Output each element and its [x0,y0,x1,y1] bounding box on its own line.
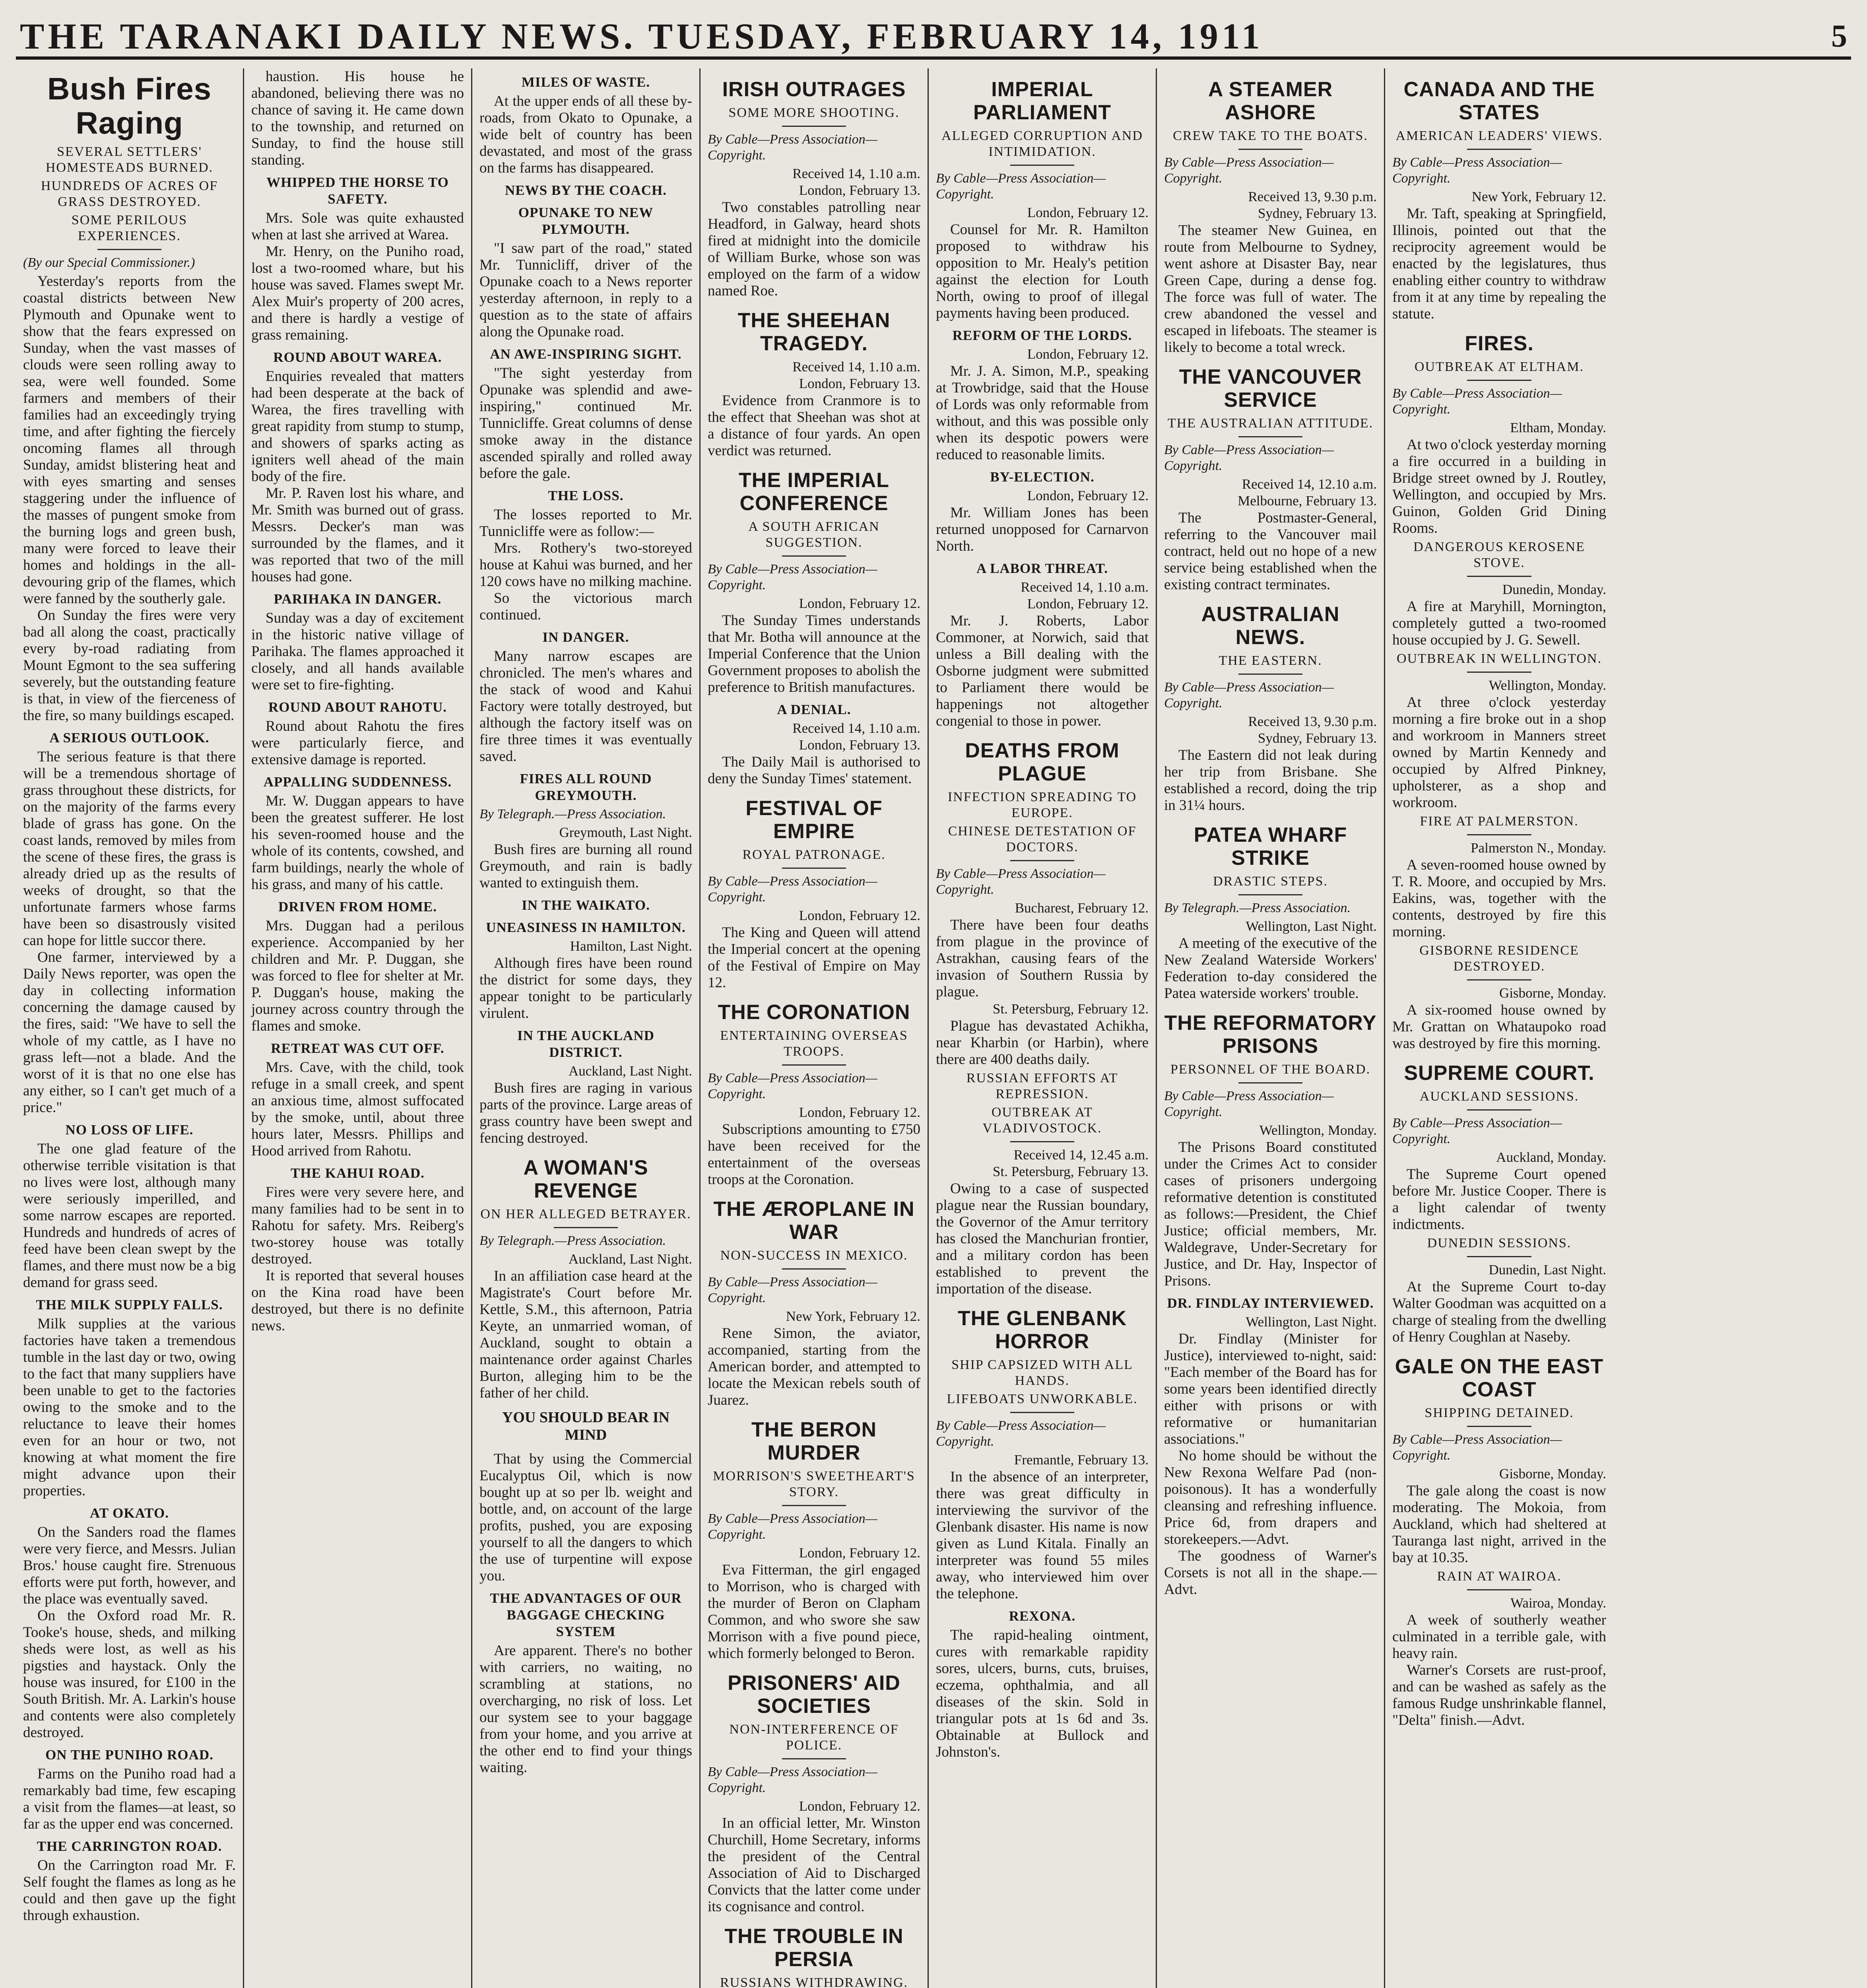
article-subheading: THE AUSTRALIAN ATTITUDE. [1167,416,1374,431]
article-headline: THE BERON MURDER [751,1418,877,1464]
byline: By Cable—Press Association—Copyright. [936,866,1106,897]
section-subhead: BY-ELECTION. [990,469,1095,485]
article-subheading: NON-INTERFERENCE OF POLICE. [729,1722,899,1753]
paragraph: A seven-roomed house owned by T. R. Moore, and occupied by Mrs. Eakins, was, together with the contents, destroyed by fire this morning. [1392,857,1606,940]
dateline: London, February 12. [1027,488,1149,503]
divider [782,126,846,127]
divider [1010,1141,1074,1142]
section-subhead: APPALLING SUDDENNESS. [263,774,452,790]
dateline: Gisborne, Monday. [1499,985,1606,1001]
page-number: 5 [1831,18,1847,54]
paragraph: The Prisons Board constituted under the Crimes Act to consider cases of prisoners undergoing reformative detention is constituted as follows:—President, the Chief Justice; official members, Mr. Waldegrave, Under-Secretary for Justice, and Dr. Hay, Inspector of Prisons. [1164,1139,1377,1289]
article-subheading: OUTBREAK AT VLADIVOSTOCK. [982,1105,1102,1136]
divider [1467,672,1531,673]
article-subheading: SEVERAL SETTLERS' HOMESTEADS BURNED. [45,144,213,175]
divider [1010,165,1074,166]
dateline: Eltham, Monday. [1510,420,1606,435]
paragraph: In the absence of an interpreter, there was great difficulty in interviewing the survivor of the Glenbank disaster. His name is now given as Lund Kitala. Finally an interpreter was found 55 miles away, who interviewed him over the telephone. [936,1469,1149,1602]
section-subhead: PARIHAKA IN DANGER. [274,591,442,607]
article-subheading: ON HER ALLEGED BETRAYER. [480,1207,691,1221]
dateline: Received 14, 1.10 a.m. [792,720,920,736]
article-subheading: DUNEDIN SESSIONS. [1427,1236,1572,1250]
paragraph: Subscriptions amounting to £750 have been received for the entertainment of the overseas troops at the Coronation. [708,1121,920,1188]
paragraph: The Supreme Court opened before Mr. Justice Cooper. There is a light calendar of twenty indictments. [1392,1166,1606,1233]
divider [782,1758,846,1759]
paragraph: Mr. J. Roberts, Labor Commoner, at Norwich, said that unless a Bill dealing with the Osborne judgment were submitted to Parliament there would be happenings not altogether congenial to those in power. [936,613,1149,729]
column-7 [1385,68,1613,1988]
paragraph: It is reported that several houses on the Kina road have been destroyed, but there is no definite news. [251,1268,464,1334]
paragraph: Bush fires are raging in various parts of the province. Large areas of grass country have been swept and fencing destroyed. [479,1080,692,1146]
article-subheading: DRASTIC STEPS. [1213,874,1328,889]
masthead [16,16,1851,60]
divider [1467,1589,1531,1590]
paragraph: The Eastern did not leak during her trip from Brisbane. She established a record, doing the trip in 31¼ hours. [1164,747,1377,813]
section-subhead: IN THE AUCKLAND DISTRICT. [517,1028,654,1060]
section-subhead: A LABOR THREAT. [976,561,1108,576]
paragraph: At three o'clock yesterday morning a fire broke out in a shop and workroom in Manners street owned by Martin Kennedy and occupied by Alfred Pinkney, upholsterer, as a shop and workroom. [1392,694,1606,811]
divider [782,1505,846,1506]
paragraph: The serious feature is that there will be a tremendous shortage of grass throughout these districts, for on the majority of the farms every blade of grass has gone. On the coast lands, removed by miles from the scene of these fires, the grass is already dried up as the results of weeks of drought, so that the unfortunate farmers whose farms have been so disastrously visited can hope for little succor there. [23,749,236,949]
dateline: Greymouth, Last Night. [559,825,692,840]
paragraph: There have been four deaths from plague in the province of Astrakhan, causing fears of the invasion of Southern Russia by plague. [936,917,1149,1000]
paragraph: Mr. W. Duggan appears to have been the greatest sufferer. He lost his seven-roomed house and the whole of its contents, cowshed, and farm buildings, nearly the whole of his grass, and many of his cattle. [251,793,464,893]
section-subhead: MILES OF WASTE. [521,74,650,90]
byline: By Cable—Press Association—Copyright. [1164,155,1334,186]
paragraph: Round about Rahotu the fires were particularly fierce, and extensive damage is reported. [251,718,464,768]
dateline: Bucharest, February 12. [1015,900,1149,916]
section-subhead: IN DANGER. [542,629,629,645]
article-subheading: CREW TAKE TO THE BOATS. [1173,128,1368,143]
article-subheading: AUCKLAND SESSIONS. [1419,1089,1579,1104]
dateline: Received 13, 9.30 p.m. [1248,714,1377,729]
dateline: Palmerston N., Monday. [1471,840,1606,856]
paragraph: Dr. Findlay (Minister for Justice), interviewed to-night, said: "Each member of the Board has for some years been identified directly either with prisons or with reformative or humanitarian associations." [1164,1331,1377,1447]
byline: By Telegraph.—Press Association. [479,1233,666,1248]
paragraph: The rapid-healing ointment, cures with remarkable rapidity sores, ulcers, burns, cuts, bruises, eczema, ophthalmia, and all diseases of the skin. Sold in triangular pots at 1s 6d and 3s. Obtainable at Bullock and Johnston's. [936,1627,1149,1760]
paragraph: At two o'clock yesterday morning a fire occurred in a building in Bridge street owned by J. Routley, Wellington, and occupied by Mrs. Guinon, Golden Grid Dining Rooms. [1392,437,1606,536]
paragraph: Two constables patrolling near Headford, in Galway, heard shots fired at midnight into the domicile of William Burke, whose son was employed on the farm of a widow named Roe. [708,199,920,299]
byline: By Cable—Press Association—Copyright. [708,132,877,163]
section-subhead: THE KAHUI ROAD. [291,1165,425,1181]
article-subheading: AMERICAN LEADERS' VIEWS. [1395,128,1603,143]
byline: By Cable—Press Association—Copyright. [708,1275,877,1305]
dateline: New York, February 12. [1471,189,1606,204]
section-subhead: WHIPPED THE HORSE TO SAFETY. [266,175,449,207]
paragraph: Mr. J. A. Simon, M.P., speaking at Trowbridge, said that the House of Lords was only reformable from without, and this was possible only when its despotic powers were reduced to reasonable limits. [936,363,1149,463]
article-subheading: NON-SUCCESS IN MEXICO. [720,1248,908,1263]
dateline: London, February 12. [799,1798,920,1814]
section-subhead: THE ADVANTAGES OF OUR BAGGAGE CHECKING SYSTEM [490,1590,682,1639]
paragraph: On Sunday the fires were very bad all along the coast, practically every by-road radiating from Mount Egmont to the sea suffering severely, but the outstanding feature is that, in view of the fierceness of the fire, so many buildings escaped. [23,607,236,724]
dateline: St. Petersburg, February 12. [992,1001,1149,1017]
columns [16,68,1851,1988]
section-subhead: OPUNAKE TO NEW PLYMOUTH. [518,205,654,237]
section-subhead: RETREAT WAS CUT OFF. [271,1041,444,1056]
byline: By Cable—Press Association—Copyright. [708,1765,877,1795]
article-headline: FESTIVAL OF EMPIRE [745,797,883,843]
article-headline: SUPREME COURT. [1404,1062,1595,1085]
paragraph: Mrs. Cave, with the child, took refuge in a small creek, and spent an anxious time, almost suffocated by the smoke, until, about three hours later, Messrs. Phillips and Hood arrived from Rahotu. [251,1059,464,1159]
dateline: London, February 13. [799,376,920,391]
paragraph: "The sight yesterday from Opunake was splendid and awe-inspiring," continued Mr. Tunnicliffe. Great columns of dense smoke away in the distance ascended spirally and rolled away before the gale. [479,365,692,481]
article-subheading: RUSSIANS WITHDRAWING. [720,1975,908,1988]
divider [554,1227,618,1228]
section-subhead: ROUND ABOUT RAHOTU. [268,699,447,715]
article-headline: Bush Fires Raging [47,71,212,140]
article-headline: PATEA WHARF STRIKE [1194,823,1347,870]
divider [1467,834,1531,835]
dateline: London, February 12. [799,1105,920,1120]
dateline: Received 14, 1.10 a.m. [792,359,920,375]
paragraph: Warner's Corsets are rust-proof, and can be washed as safely as the famous Rudge unshrinkable flannel, "Delta" finish.—Advt. [1392,1662,1606,1728]
article-headline: IRISH OUTRAGES [722,78,906,101]
dateline: Fremantle, February 13. [1014,1452,1149,1468]
section-subhead: A DENIAL. [777,702,851,717]
byline: By Telegraph.—Press Association. [1164,901,1351,915]
article-headline: A STEAMER ASHORE [1208,78,1333,124]
article-subheading: SOME PERILOUS EXPERIENCES. [71,213,188,243]
dateline: London, February 12. [1027,205,1149,220]
paragraph: That by using the Commercial Eucalyptus Oil, which is now bought up at so per lb. weight and bottle, and, on account of the large profits, pushed, you are exposing yourself to all the dangers to which the use of turpentine will expose you. [479,1451,692,1584]
paragraph: So the victorious march continued. [479,590,692,623]
dateline: Received 14, 1.10 a.m. [792,166,920,181]
section-subhead: AT OKATO. [90,1505,169,1521]
divider [1010,1412,1074,1413]
article-subheading: MORRISON'S SWEETHEART'S STORY. [713,1469,915,1499]
dateline: Received 14, 1.10 a.m. [1021,579,1149,595]
paragraph: A meeting of the executive of the New Zealand Waterside Workers' Federation to-day considered the Patea waterside workers' trouble. [1164,935,1377,1002]
paragraph: On the Sanders road the flames were very fierce, and Messrs. Julian Bros.' house caught fire. Strenuous efforts were put forth, however, and the place was eventually saved. [23,1524,236,1607]
byline: By Cable—Press Association—Copyright. [708,874,877,905]
column-5 [929,68,1157,1988]
section-subhead: UNEASINESS IN HAMILTON. [486,920,686,935]
section-subhead: NO LOSS OF LIFE. [65,1122,194,1138]
dateline: Wellington, Monday. [1489,678,1606,693]
dateline: Dunedin, Monday. [1502,582,1606,597]
paragraph: Mrs. Duggan had a perilous experience. Accompanied by her children and Mr. P. Duggan, she was forced to flee for shelter at Mr. P. Duggan's house, making the journey across country through the flames and smoke. [251,918,464,1034]
article-headline: IMPERIAL PARLIAMENT [973,78,1111,124]
dateline: Gisborne, Monday. [1499,1466,1606,1481]
article-headline: THE GLENBANK HORROR [957,1307,1127,1353]
article-subheading: ALLEGED CORRUPTION AND INTIMIDATION. [941,128,1143,159]
paragraph: Eva Fitterman, the girl engaged to Morrison, who is charged with the murder of Beron on Clapham Common, and who swore she saw Morrison with a five pound piece, which formerly belonged to Beron. [708,1562,920,1662]
byline: By Cable—Press Association—Copyright. [1164,443,1334,473]
paragraph: No home should be without the New Rexona Welfare Pad (non-poisonous). It has a wonderfully cleansing and refreshing influence. Price 6d, from drapers and storekeepers.—Advt. [1164,1448,1377,1547]
dateline: London, February 12. [799,1545,920,1561]
column-1 [16,68,244,1988]
paragraph: Mr. P. Raven lost his whare, and Mr. Smith was burned out of grass. Messrs. Decker's man was surrounded by the flames, and it was reported that two of the mill houses had gone. [251,485,464,585]
article-headline: THE ÆROPLANE IN WAR [713,1198,915,1244]
column-4 [701,68,929,1988]
dateline: St. Petersburg, February 13. [992,1164,1149,1179]
paragraph: Counsel for Mr. R. Hamilton proposed to withdraw his opposition to Mr. Healy's petition against the election for Louth North, owing to proof of illegal payments having been produced. [936,221,1149,321]
paragraph: Although fires have been round the district for some days, they appear tonight to be particularly virulent. [479,955,692,1021]
divider [1010,860,1074,861]
byline: By Cable—Press Association—Copyright. [1392,1116,1562,1146]
paragraph: The losses reported to Mr. Tunnicliffe were as follow:— [479,507,692,540]
section-subhead: THE MILK SUPPLY FALLS. [36,1297,223,1312]
divider [1238,674,1302,675]
article-headline: FIRES. [1465,332,1534,355]
paragraph: The gale along the coast is now moderating. The Mokoia, from Auckland, which had sheltered at Tauranga last night, arrived in the bay at 10.35. [1392,1483,1606,1566]
byline: By Cable—Press Association—Copyright. [708,562,877,592]
paragraph: Mr. Henry, on the Puniho road, lost a two-roomed whare, but his house was saved. Flames swept Mr. Alex Muir's property of 200 acres, and there is hardly a vestige of grass remaining. [251,243,464,343]
article-subheading: SOME MORE SHOOTING. [728,105,900,120]
dateline: Sydney, February 13. [1258,206,1377,221]
paragraph: Mr. William Jones has been returned unopposed for Carnarvon North. [936,505,1149,554]
paragraph: A week of southerly weather culminated in a terrible gale, with heavy rain. [1392,1612,1606,1662]
column-2 [244,68,472,1988]
dateline: Received 14, 12.45 a.m. [1013,1147,1149,1163]
paragraph: haustion. His house he abandoned, believing there was no chance of saving it. He came down to the township, and returned on Sunday, to find the house still standing. [251,68,464,168]
article-headline: GALE ON THE EAST COAST [1395,1355,1604,1401]
article-headline: CANADA AND THE STATES [1403,78,1595,124]
divider [1467,1426,1531,1427]
paragraph: "I saw part of the road," stated Mr. Tunnicliff, driver of the Opunake coach to a News reporter yesterday afternoon, in reply to a question as to the state of affairs along the Opunake road. [479,240,692,340]
article-headline: THE REFORMATORY PRISONS [1164,1011,1377,1058]
paragraph: Mrs. Rothery's two-storeyed house at Kahui was burned, and her 120 cows have no milking machine. [479,540,692,590]
paragraph: Owing to a case of suspected plague near the Russian boundary, the Governor of the Amur territory has closed the Manchurian frontier, and a military cordon has been established to prevent the importation of the disease. [936,1180,1149,1297]
byline: By Cable—Press Association—Copyright. [1392,386,1562,417]
dateline: Wellington, Last Night. [1246,1314,1377,1330]
byline: By Cable—Press Association—Copyright. [708,1071,877,1101]
divider [782,555,846,557]
article-headline: THE VANCOUVER SERVICE [1179,365,1362,412]
dateline: London, February 12. [1027,346,1149,362]
dateline: London, February 12. [1027,596,1149,612]
article-headline: PRISONERS' AID SOCIETIES [728,1672,901,1718]
paragraph: A six-roomed house owned by Mr. Grattan on Whataupoko road was destroyed by fire this morning. [1392,1002,1606,1052]
dateline: Hamilton, Last Night. [570,938,692,954]
paragraph: Yesterday's reports from the coastal districts between New Plymouth and Opunake went to show that the fears expressed on Sunday, when the vast masses of clouds were seen rolling away to sea, were well founded. Some farmers and members of their families had an exceedingly trying time, and after fighting the fiercely oncoming flames all through Sunday, amidst blistering heat and with eyes smarting and senses staggering under the influence of the masses of pungent smoke from the burning logs and green bush, many were forced to leave their homes and holdings in the all-devouring grip of the flames, which were fanned by the southerly gale. [23,273,236,607]
article-subheading: RAIN AT WAIROA. [1437,1569,1562,1584]
byline: By Cable—Press Association—Copyright. [1392,155,1562,186]
dateline: Received 13, 9.30 p.m. [1248,189,1377,204]
paragraph: Evidence from Cranmore is to the effect that Sheehan was shot at a distance of four yards. An open verdict was returned. [708,392,920,459]
paragraph: One farmer, interviewed by a Daily News reporter, was open the day in collecting information concerning the damage caused by the fires, said: "We have to sell the whole of my cattle, as I have no grass left—not a blade. And the worst of it is that no one else has any either, so I can't get much of a price." [23,949,236,1116]
article-headline: AUSTRALIAN NEWS. [1201,603,1340,649]
advert-heading: YOU SHOULD BEAR IN MIND [502,1409,670,1443]
paragraph: Fires were very severe here, and many families had to be sent in to Rahotu for safety. Mrs. Reiberg's two-storey house was totally destroyed. [251,1184,464,1267]
column-6 [1157,68,1385,1988]
dateline: Melbourne, February 13. [1238,493,1377,509]
paragraph: A fire at Maryhill, Mornington, completely gutted a two-roomed house occupied by J. G. Sewell. [1392,598,1606,648]
article-headline: THE TROUBLE IN PERSIA [724,1925,904,1971]
section-subhead: ON THE PUNIHO ROAD. [45,1747,213,1763]
paragraph: Enquiries revealed that matters had been desperate at the back of Warea, the fires travelling with great rapidity from stump to stump, and showers of sparks acting as igniters well ahead of the main body of the fire. [251,368,464,485]
paragraph: Mrs. Sole was quite exhausted when at last she arrived at Warea. [251,210,464,243]
divider [1467,149,1531,150]
article-subheading: LIFEBOATS UNWORKABLE. [947,1392,1138,1406]
byline: (By our Special Commissioner.) [23,255,195,270]
column-3 [472,68,701,1988]
section-subhead: DRIVEN FROM HOME. [278,899,437,914]
dateline: London, February 12. [799,596,920,611]
dateline: Wairoa, Monday. [1510,1595,1606,1611]
paragraph: Farms on the Puniho road had a remarkably bad time, few escaping a visit from the flames—at least, so far as the upper end was concerned. [23,1766,236,1832]
dateline: London, February 13. [799,182,920,198]
paragraph: On the Oxford road Mr. R. Tooke's house, sheds, and milking sheds were lost, as well as his pigsties and haystack. Only the house was insured, for £100 in the South British. Mr. A. Larkin's house and contents were also completely destroyed. [23,1607,236,1741]
article-subheading: THE EASTERN. [1219,653,1322,668]
byline: By Cable—Press Association—Copyright. [1164,1089,1334,1119]
dateline: London, February 12. [799,908,920,923]
paragraph: The Daily Mail is authorised to deny the Sunday Times' statement. [708,754,920,787]
divider [782,1064,846,1066]
article-subheading: INFECTION SPREADING TO EUROPE. [947,790,1137,820]
section-subhead: ROUND ABOUT WAREA. [273,349,442,365]
paragraph: At the Supreme Court to-day Walter Goodman was acquitted on a charge of stealing from the dwelling of Henry Coughlan at Naseby. [1392,1279,1606,1345]
dateline: New York, February 12. [786,1309,920,1324]
masthead-title: THE TARANAKI DAILY NEWS. TUESDAY, FEBRUARY 14, 1911 [20,16,1263,56]
paragraph: Mr. Taft, speaking at Springfield, Illinois, pointed out that the reciprocity agreement would be enacted by the legislatures, thus enabling either country to withdraw from it at any time by repealing the statute. [1392,206,1606,322]
paragraph: Sunday was a day of excitement in the historic native village of Parihaka. The flames approached it closely, and all hands available were set to fire-fighting. [251,610,464,693]
paragraph: The steamer New Guinea, en route from Melbourne to Sydney, went ashore at Disaster Bay, near Green Cape, during a dense fog. The force was full of water. The crew abandoned the vessel and escaped in lifeboats. The steamer is likely to become a total wreck. [1164,222,1377,355]
article-subheading: CHINESE DETESTATION OF DOCTORS. [948,824,1137,854]
section-subhead: NEWS BY THE COACH. [505,182,667,198]
paragraph: In an official letter, Mr. Winston Churchill, Home Secretary, informs the president of the Central Association of Aid to Discharged Convicts that the latter come under its cognisance and control. [708,1815,920,1915]
dateline: Wellington, Monday. [1259,1122,1377,1138]
section-subhead: REFORM OF THE LORDS. [952,328,1132,343]
dateline: London, February 13. [799,737,920,753]
article-subheading: GISBORNE RESIDENCE DESTROYED. [1419,943,1579,974]
paragraph: Plague has devastated Achikha, near Kharbin (or Harbin), where there are 400 deaths daily. [936,1018,1149,1068]
article-subheading: SHIPPING DETAINED. [1425,1406,1574,1420]
dateline: Auckland, Last Night. [568,1063,692,1079]
section-subhead: AN AWE-INSPIRING SIGHT. [490,346,682,362]
article-subheading: ENTERTAINING OVERSEAS TROOPS. [720,1028,908,1059]
divider [1467,979,1531,980]
divider [1467,576,1531,577]
section-subhead: THE CARRINGTON ROAD. [37,1839,222,1854]
paragraph: Milk supplies at the various factories have taken a tremendous tumble in the last day or two, owing to the fact that many suppliers have been unable to get to the factories owing to the smoke and to the reluctance to leave their homes even for an hour or two, not knowing at what moment the fire might advance upon their properties. [23,1316,236,1499]
section-subhead: FIRES ALL ROUND GREYMOUTH. [520,771,652,803]
paragraph: The Sunday Times understands that Mr. Botha will announce at the Imperial Conference that the Union Government proposes to abolish the preference to British manufactures. [708,612,920,695]
divider [1467,1109,1531,1110]
paragraph: Bush fires are burning all round Greymouth, and rain is badly wanted to extinguish them. [479,841,692,891]
dateline: Sydney, February 13. [1258,730,1377,746]
article-headline: THE SHEEHAN TRAGEDY. [737,309,891,355]
paragraph: The one glad feature of the otherwise terrible visitation is that no lives were lost, although many were seriously imperilled, and some narrow escapes are reported. Hundreds and hundreds of acres of feed have been clean swept by the flames, and there must now be a big demand for grass seed. [23,1141,236,1291]
byline: By Cable—Press Association—Copyright. [708,1511,877,1542]
section-subhead: A SERIOUS OUTLOOK. [49,730,210,746]
paragraph: The Postmaster-General, referring to the Vancouver mail contract, held out no hope of a new service being established when the existing contract terminates. [1164,510,1377,593]
divider [1238,1082,1302,1083]
paragraph: Many narrow escapes are chronicled. The men's whares and the stack of wood and Kahui Factory were totally destroyed, but although the factory itself was on fire three times it was eventually saved. [479,648,692,765]
paragraph: On the Carrington road Mr. F. Self fought the flames as long as he could and then gave up the fight through exhaustion. [23,1857,236,1924]
dateline: Auckland, Last Night. [568,1251,692,1267]
article-subheading: RUSSIAN EFFORTS AT REPRESSION. [966,1071,1118,1101]
article-headline: THE IMPERIAL CONFERENCE [739,469,889,515]
paragraph: Are apparent. There's no bother with carriers, no waiting, no scrambling at stations, no overcharging, no risk of loss. Let our system see to your baggage from your home, and you arrive at the other end to find your things waiting. [479,1642,692,1776]
article-subheading: HUNDREDS OF ACRES OF GRASS DESTROYED. [41,179,218,209]
article-subheading: OUTBREAK AT ELTHAM. [1414,359,1584,374]
article-headline: A WOMAN'S REVENGE [523,1156,648,1202]
article-subheading: A SOUTH AFRICAN SUGGESTION. [748,519,880,550]
article-subheading: OUTBREAK IN WELLINGTON. [1397,651,1602,666]
article-subheading: DANGEROUS KEROSENE STOVE. [1413,540,1585,570]
byline: By Cable—Press Association—Copyright. [1392,1432,1562,1463]
byline: By Cable—Press Association—Copyright. [936,1418,1106,1449]
paragraph: The goodness of Warner's Corsets is not all in the shape.—Advt. [1164,1548,1377,1598]
paragraph: Rene Simon, the aviator, accompanied, starting from the American border, and attempted to locate the Mexican rebels south of Juarez. [708,1325,920,1408]
dateline: Dunedin, Last Night. [1489,1262,1606,1277]
paragraph: In an affiliation case heard at the Magistrate's Court before Mr. Kettle, S.M., this afternoon, Patria Keyte, an unmarried woman, of Auckland, sought to obtain a maintenance order against Charles Burton, alleging him to be the father of her child. [479,1268,692,1401]
dateline: Received 14, 12.10 a.m. [1242,476,1377,492]
byline: By Telegraph.—Press Association. [479,807,666,821]
paragraph: At the upper ends of all these by-roads, from Okato to Opunake, a wide belt of country has been devastated, and most of the grass on the farms has disappeared. [479,93,692,176]
article-subheading: FIRE AT PALMERSTON. [1420,814,1579,829]
byline: By Cable—Press Association—Copyright. [1164,680,1334,711]
divider [1238,149,1302,150]
divider [1238,894,1302,895]
article-headline: DEATHS FROM PLAGUE [965,739,1120,785]
divider [1238,436,1302,437]
article-headline: THE CORONATION [718,1001,910,1024]
section-subhead: IN THE WAIKATO. [522,897,650,913]
divider [1467,1256,1531,1257]
divider [782,1268,846,1270]
article-subheading: ROYAL PATRONAGE. [742,847,886,862]
byline: By Cable—Press Association—Copyright. [936,171,1106,202]
dateline: Wellington, Last Night. [1246,918,1377,934]
dateline: Auckland, Monday. [1496,1149,1606,1165]
divider [97,249,161,250]
paragraph: The King and Queen will attend the Imperial concert at the opening of the Festival of Empire on May 12. [708,924,920,991]
section-subhead: THE LOSS. [548,488,624,503]
section-subhead: REXONA. [1009,1608,1076,1624]
article-subheading: PERSONNEL OF THE BOARD. [1170,1062,1371,1077]
section-subhead: DR. FINDLAY INTERVIEWED. [1167,1295,1374,1311]
divider [1467,380,1531,381]
divider [782,868,846,869]
article-subheading: SHIP CAPSIZED WITH ALL HANDS. [951,1357,1133,1388]
